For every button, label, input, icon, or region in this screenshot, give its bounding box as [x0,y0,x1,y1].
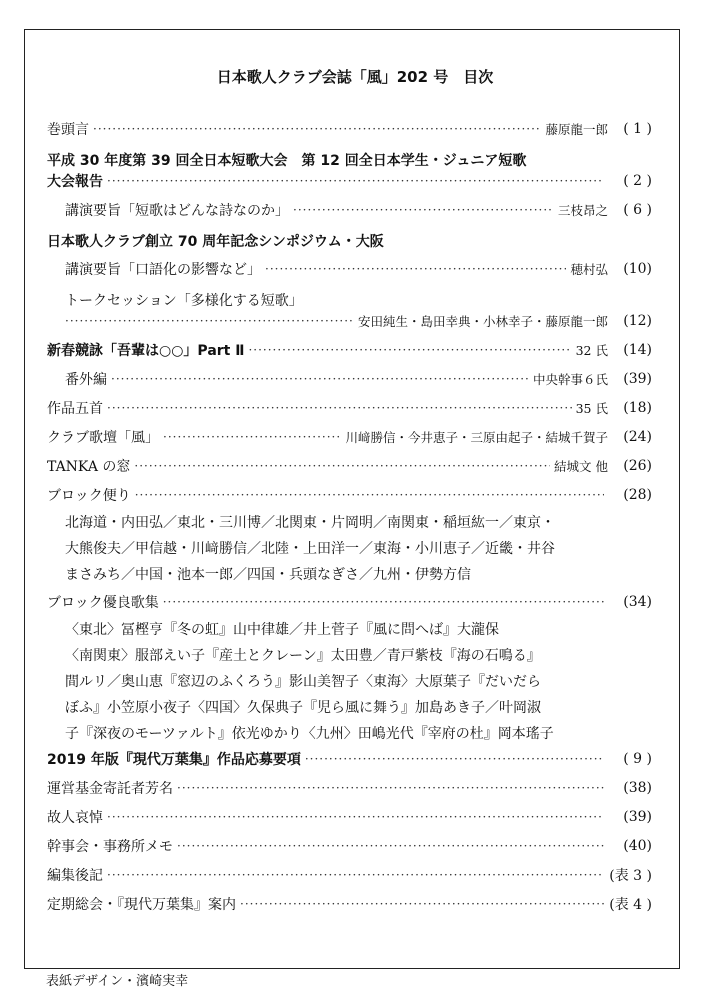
toc-entry[interactable] [65,198,652,222]
block-news-line: 北海道・内田弘／東北・三川博／北関東・片岡明／南関東・稲垣紘一／東京・ [65,515,555,531]
entry-page: (34) [623,594,652,610]
entry-author: 結城文 他 [554,459,608,474]
entry-label: 定期総会・『現代万葉集』案内 [47,897,236,913]
toc-entry[interactable] [47,863,652,887]
entry-author: 32 氏 [575,343,608,358]
block-news-line: 大熊俊夫／甲信越・川﨑勝信／北陸・上田洋一／東海・小川恵子／近畿・井谷 [65,541,555,557]
toc-entry[interactable] [47,117,652,141]
entry-page: (39) [623,809,652,825]
block-news-line: まさみち／中国・池本一郎／四国・兵頭なぎさ／九州・伊勢方信 [65,567,471,583]
entry-label: 講演要旨「短歌はどんな詩なのか」 [65,203,289,219]
dot-leader [177,781,604,795]
toc-entry[interactable] [47,425,652,449]
toc-entry[interactable] [65,257,652,281]
toc-entry-heading[interactable]: 日本歌人クラブ創立 70 周年記念シンポジウム・大阪 [47,234,384,250]
toc-entry[interactable] [47,169,652,193]
entry-label: クラブ歌壇「風」 [47,430,159,446]
dot-leader [107,174,604,188]
entry-page: (39) [623,371,652,387]
dot-leader [135,488,604,502]
entry-label: ブロック優良歌集 [47,595,159,611]
entry-page: (26) [623,458,652,474]
entry-page: (38) [623,780,652,796]
entry-author: 藤原龍一郎 [545,122,608,137]
entry-label: 故人哀悼 [47,810,103,826]
dot-leader [163,430,341,444]
dot-leader [240,897,604,911]
entry-page: ( 6 ) [623,202,652,218]
entry-label: TANKA の窓 [47,459,131,475]
toc-entry[interactable] [47,834,652,858]
toc-entry-heading[interactable]: トークセッション「多様化する短歌」 [65,293,303,309]
entry-page: (12) [623,313,652,329]
toc-entry-heading[interactable]: 平成 30 年度第 39 回全日本短歌大会 第 12 回全日本学生・ジュニア短歌 [47,153,527,169]
dot-leader [163,595,604,609]
dot-leader [293,203,554,217]
dot-leader [305,752,604,766]
entry-label: 講演要旨「口語化の影響など」 [65,262,261,278]
dot-leader [265,262,566,276]
toc-entry[interactable] [47,776,652,800]
toc-entry[interactable] [47,483,652,507]
entry-page: (18) [623,400,652,416]
toc-entry[interactable] [47,892,652,916]
dot-leader [111,372,529,386]
dot-leader [107,401,572,415]
entry-page: (28) [623,487,652,503]
toc-entry[interactable] [47,396,652,420]
toc-entry[interactable] [47,454,652,478]
entry-label: 編集後記 [47,868,103,884]
entry-page: ( 1 ) [623,121,652,137]
entry-page: (24) [623,429,652,445]
dot-leader [65,314,354,328]
entry-label: ブロック便り [47,488,131,504]
dot-leader [248,343,571,357]
entry-label: 巻頭言 [47,122,89,138]
block-books-line: 子『深夜のモーツァルト』依光ゆかり〈九州〉田嶋光代『宰府の杜』岡本瑤子 [65,726,554,742]
page-title: 日本歌人クラブ会誌「風」202 号 目次 [216,68,494,86]
toc-entry[interactable] [47,590,652,614]
entry-label: 運営基金寄託者芳名 [47,781,173,797]
dot-leader [107,868,604,882]
entry-label: 2019 年版『現代万葉集』作品応募要項 [47,752,301,768]
entry-page: (表 4 ) [609,897,652,913]
entry-author: 35 氏 [575,401,608,416]
toc-entry[interactable] [65,309,652,333]
entry-page: (表 3 ) [609,868,652,884]
block-books-line: ぼふ』小笠原小夜子〈四国〉久保典子『児ら風に舞う』加島あき子／叶岡淑 [65,700,541,716]
entry-page: ( 9 ) [623,751,652,767]
block-books-line: 間ルリ／奥山恵『窓辺のふくろう』影山美智子〈東海〉大原葉子『だいだら [65,674,541,690]
dot-leader [107,810,604,824]
entry-label: 作品五首 [47,401,103,417]
dot-leader [93,122,541,136]
entry-author: 穂村弘 [570,262,608,277]
entry-author: 三枝昂之 [557,203,608,218]
entry-page: (14) [623,342,652,358]
entry-label: 大会報告 [47,174,103,190]
entry-page: ( 2 ) [623,173,652,189]
entry-page: (10) [623,261,652,277]
block-books-line: 〈南関東〉服部えい子『産土とクレーン』太田豊／青戸紫枝『海の石鳴る』 [65,648,541,664]
entry-author: 川﨑勝信・今井恵子・三原由起子・結城千賀子 [345,430,608,445]
toc-entry[interactable] [47,747,652,771]
dot-leader [134,459,550,473]
entry-page: (40) [623,838,652,854]
toc-entry[interactable] [47,805,652,829]
toc-entry[interactable] [47,338,652,362]
block-books-line: 〈東北〉冨樫亨『冬の虹』山中律雄／井上菅子『風に問へば』大瀧保 [65,622,499,638]
entry-author: 中央幹事６氏 [532,372,608,387]
entry-label: 新春競詠「吾輩は○○」Part Ⅱ [47,343,245,359]
toc-entry[interactable] [65,367,652,391]
dot-leader [177,839,604,853]
entry-label: 番外編 [65,372,107,388]
entry-author: 安田純生・島田幸典・小林幸子・藤原龍一郎 [357,314,608,329]
entry-label: 幹事会・事務所メモ [47,839,173,855]
cover-design-credit: 表紙デザイン・濱崎実幸 [46,974,189,989]
